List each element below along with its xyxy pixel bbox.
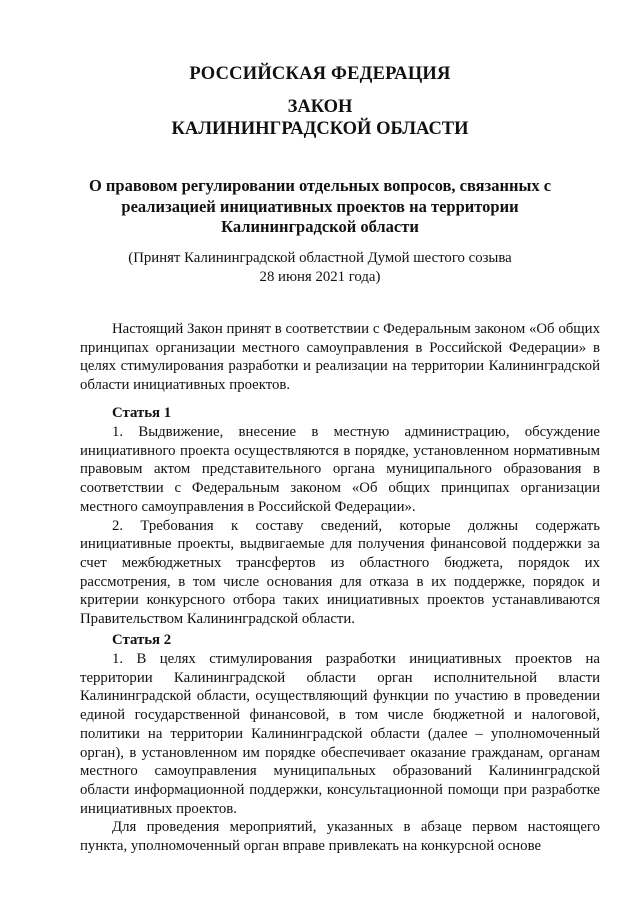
preamble-paragraph: Настоящий Закон принят в соответствии с Федеральным законом «Об общих принципах организации местного самоуправления в Российской Федерации» в целях стимулирования разработки и реализации на территории Калининградской области инициативных проектов. [80, 321, 600, 394]
law-heading: ЗАКОН [287, 97, 353, 117]
article-2-body [80, 650, 600, 856]
adoption-note-line-1: (Принят Калининградской областной Думой шестого созыва [128, 250, 512, 266]
adoption-note [80, 249, 560, 287]
article-2-heading: Статья 2 [112, 632, 172, 648]
preamble [80, 320, 600, 395]
article-1-paragraph-1: 1. Выдвижение, внесение в местную администрацию, обсуждение инициативного проекта осуществляются в порядке, установленном нормативным правовым актом представительного органа муниципального образования в соответствии с Федеральным законом «Об общих принципах организации местного самоуправления в Российской Федерации». [80, 424, 600, 515]
article-2-paragraph-2: Для проведения мероприятий, указанных в абзаце первом настоящего пункта, уполномоченный орган вправе привлекать на конкурсной основе [80, 819, 600, 855]
adoption-note-line-2: 28 июня 2021 года) [259, 269, 381, 285]
article-2-paragraph-1: 1. В целях стимулирования разработки инициативных проектов на территории Калининградской области орган исполнительной власти Калининградской области, осуществляющий функции по участию в проведении единой государственной финансовой, в том числе бюджетной и налоговой, политики на территории Калининградской области (далее – уполномоченный орган), в установленном им порядке обеспечивает оказание гражданам, органам местного самоуправления муниципальных образований Калининградской области информационной поддержки, консультационной помощи при разработке инициативных проектов. [80, 651, 600, 817]
article-1-body [80, 423, 600, 629]
country-heading: РОССИЙСКАЯ ФЕДЕРАЦИЯ [189, 64, 451, 84]
article-1-heading: Статья 1 [112, 405, 172, 421]
article-1-paragraph-2: 2. Требования к составу сведений, которые должны содержать инициативные проекты, выдвигаемые для получения финансовой поддержки за счет межбюджетных трансфертов из областного бюджета, порядок их рассмотрения, в том числе основания для отказа в их поддержке, порядок и критерии конкурсного отбора таких инициативных проектов устанавливаются Правительством Калининградской области. [80, 517, 600, 628]
law-region-heading: КАЛИНИНГРАДСКОЙ ОБЛАСТИ [171, 119, 469, 139]
law-title: О правовом регулировании отдельных вопросов, связанных с реализацией инициативных проектов на территории Калининградской области [88, 176, 552, 236]
